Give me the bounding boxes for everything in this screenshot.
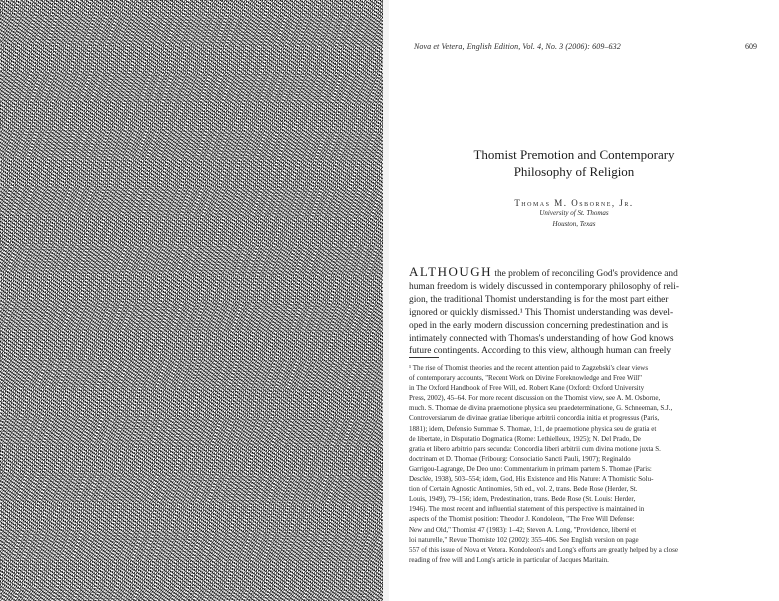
footnote-line: Press, 2002), 45–64. For more recent discussion on the Thomist view, see A. M. Osborne, [409,394,661,403]
author-affiliation [429,208,719,230]
footnote-rule [409,357,439,358]
footnote-line: of contemporary accounts, "Recent Work on Divine Foreknowledge and Free Will" [409,374,643,383]
body-line: intimately connected with Thomas's understanding of how God knows [409,333,674,344]
article-title [429,146,719,180]
body-line: oped in the early modern discussion concerning predestination and is [409,320,669,331]
footnote-line: tion of Certain Agnostic Antinomies, 5th ed., vol. 2, trans. Bede Rose (Herder, St. [409,485,638,494]
footnote [409,363,729,565]
affiliation-line-2: Houston, Texas [552,220,596,228]
drop-cap-word: ALTHOUGH [409,266,493,279]
footnote-line: 1946). The most recent and influential statement of this perspective is maintained in [409,505,645,514]
footnote-line: Controversiarum de divinae gratiae liberique arbitrii concordia initia et progressus (Paris, [409,414,660,423]
footnote-line: reading of free will and Long's article in particular of Jacques Maritain. [409,555,609,564]
footnote-line: de libertate, in Disputatio Dogmatica (Rome: Lethielleux, 1925); N. Del Prado, De [409,434,641,443]
footnote-line: ¹ The rise of Thomist theories and the recent attention paid to Zagzebski's clear views [409,364,649,372]
footnote-line: doctrinam et D. Thomae (Fribourg: Consociatio Sancti Pauli, 1907); Reginaldo [409,454,631,463]
article-page [389,0,779,601]
title-line-2: Philosophy of Religion [513,164,635,179]
body-line: ignored or quickly dismissed.¹ This Thomist understanding was devel- [409,307,674,318]
footnote-line: aspects of the Thomist position: Theodor J. Kondoleon, "The Free Will Defense: [409,515,635,524]
footnote-line: Garrigou-Lagrange, De Deo uno: Commentarium in primam partem S. Thomae (Paris: [409,464,652,473]
footnote-line: 557 of this issue of Nova et Vetera. Kondoleon's and Long's efforts are greatly helped by a close [409,545,678,554]
facing-page-scan [0,0,383,601]
body-line: future contingents. According to this view, although human can freely [409,346,672,357]
body-line: human freedom is widely discussed in contemporary philosophy of reli- [409,281,679,292]
body-line [409,266,727,281]
footnote-line: New and Old," Thomist 47 (1983): 1–42; Steven A. Long, "Providence, liberté et [409,525,637,534]
footnote-line: gratia et libero arbitrio pars secunda: Concordia liberi arbitrii cum divina motione juxta S. [409,444,661,453]
journal-running-head: Nova et Vetera, English Edition, Vol. 4, No. 3 (2006): 609–632 [414,42,621,51]
footnote-line: Louis, 1949), 79–156; idem, Predestination, trans. Bede Rose (St. Louis: Herder, [409,495,636,504]
footnote-line: 1881); idem, Defensio Summae S. Thomae, 1:1, de praemotione physica seu de gratia et [409,424,657,433]
page-number: 609 [745,42,757,51]
footnote-line: in The Oxford Handbook of Free Will, ed. Robert Kane (Oxford: Oxford University [409,384,645,393]
author-name: Thomas M. Osborne, Jr. [514,198,634,208]
title-line-1: Thomist Premotion and Contemporary [473,147,675,162]
body-line: gion, the traditional Thomist understanding is for the most part either [409,294,669,305]
footnote-line: Desclée, 1938), 503–554; idem, God, His Existence and His Nature: A Thomistic Solu- [409,475,654,484]
footnote-line: loi naturelle," Revue Thomiste 102 (2002): 355–406. See English version on page [409,535,639,544]
body-paragraph [409,266,727,358]
body-line-text: the problem of reconciling God's providence and [492,269,678,279]
affiliation-line-1: University of St. Thomas [539,209,609,217]
footnote-line: much. S. Thomae de divina praemotione physica seu praedeterminatione, G. Schneeman, S.J., [409,404,673,413]
